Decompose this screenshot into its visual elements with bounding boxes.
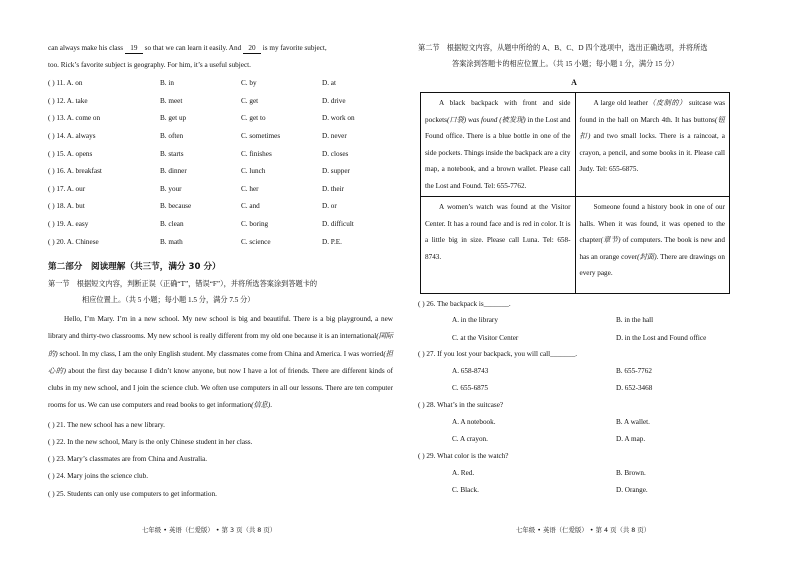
part-title: 第二部分 阅读理解（共三节，满分 30 分）: [48, 261, 221, 272]
cloze-options: [48, 75, 393, 251]
passage-label: A: [571, 78, 577, 87]
notice-watch: A women’s watch was found at the Visitor Center. It has a round face and is red in color. It is a little big in size. Please call Luna. Tel: 658-8743.: [421, 197, 576, 294]
option-row: A. in the library B. in the hall: [452, 316, 654, 325]
page-footer: 七年级 • 英语（仁爱版） • 第 4 页（共 8 页）: [516, 526, 651, 534]
question-row[interactable]: ( ) 16. A. breakfast B. dinner C. lunch D. supper: [48, 167, 350, 176]
lost-and-found-notices: [420, 92, 730, 294]
multiple-choice-questions: [418, 296, 730, 499]
question-row[interactable]: ( ) 20. A. Chinese B. math C. science D. P.E.: [48, 237, 342, 246]
question-item[interactable]: ( ) 23. Mary’s classmates are from China and Australia.: [48, 455, 208, 464]
question-row[interactable]: ( ) 13. A. come on B. get up C. get to D. work on: [48, 114, 355, 123]
intro-text: can always make his class: [48, 44, 124, 52]
question-item[interactable]: ( ) 24. Mary joins the science club.: [48, 472, 148, 481]
question-row[interactable]: ( ) 15. A. opens B. starts C. finishes D. closes: [48, 149, 349, 158]
question-item[interactable]: ( ) 25. Students can only use computers to get information.: [48, 489, 217, 498]
cloze-passage-end: [48, 40, 393, 74]
intro-text: is my favorite subject,: [262, 44, 327, 52]
question-row[interactable]: ( ) 17. A. our B. your C. her D. their: [48, 184, 344, 193]
question-item[interactable]: ( ) 26. The backpack is_______.: [418, 299, 511, 308]
question-item[interactable]: ( ) 21. The new school has a new library.: [48, 420, 165, 429]
intro-line-2: too. Rick’s favorite subject is geography. For him, it’s a useful subject.: [48, 61, 251, 69]
section-instruction: 第二节 根据短文内容，从题中所给的 A、B、C、D 四个选项中，选出正确选项，并将所选 答案涂到答题卡的相应位置上。（共 15 小题；每小题 1 分，满分 15 分）: [418, 44, 708, 68]
question-item[interactable]: ( ) 28. What’s in the suitcase?: [418, 401, 504, 410]
section-instruction-cont: 相应位置上。（共 5 小题；每小题 1.5 分，满分 7.5 分）: [82, 296, 255, 305]
option-row: C. Black. D. Orange.: [452, 485, 648, 494]
option-row: A. 658-8743 B. 655-7762: [452, 367, 652, 376]
question-item[interactable]: ( ) 22. In the new school, Mary is the only Chinese student in her class.: [48, 438, 253, 446]
intro-text: so that we can learn it easily. And: [144, 44, 242, 52]
section-instruction: 第一节 根据短文内容，判断正误（正确“T”，错误“F”），并将所选答案涂到答题卡的: [48, 280, 318, 289]
reading-passage: Hello, I’m Mary. I’m in a new school. My new school is big and beautiful. There is a big playground, a new library and thirty-two classrooms. My new school is really different from my old one because it is an international(国际的) school. In my class, I am the only English student. My classmates come from China and America. I was worried(担心的) about the first day because I didn’t know anyone, but now I have a lot of friends. There are different kinds of clubs in my new school, and I join the science club. We often use computers in all our lessons. There are ten computer rooms for us. We can use computers and read books to get information(信息).: [48, 314, 393, 410]
question-item[interactable]: ( ) 27. If you lost your backpack, you will call_______.: [418, 350, 578, 359]
option-row: A. A notebook. B. A wallet.: [452, 417, 650, 426]
left-page: [48, 40, 393, 503]
option-row: C. A crayon. D. A map.: [452, 435, 646, 444]
right-page: [418, 40, 730, 499]
notice-backpack: A black backpack with front and side pockets(口袋) was found (被发现) in the Lost and Found office. There is a blue bottle in one of the side pockets. Things inside the backpack are a city map, a notebook, and a brown wallet. Please call the Lost and Found. Tel: 655-7762.: [421, 93, 576, 197]
option-row: C. at the Visitor Center D. in the Lost and Found office: [452, 333, 707, 342]
true-false-questions: [48, 417, 393, 503]
question-row[interactable]: ( ) 19. A. easy B. clean C. boring D. difficult: [48, 220, 354, 229]
page-footer: 七年级 • 英语（仁爱版） • 第 3 页（共 8 页）: [142, 526, 277, 534]
question-item[interactable]: ( ) 29. What color is the watch?: [418, 451, 509, 460]
notice-suitcase: A large old leather（皮制的） suitcase was found in the hall on March 4th. It has buttons(钮扣) and two small locks. There is a raincoat, a crayon, a pencil, and some books in it. Please call Judy. Tel: 655-6875.: [575, 93, 730, 197]
question-row[interactable]: ( ) 14. A. always B. often C. sometimes D. never: [48, 132, 347, 141]
blank-20: 20: [243, 44, 261, 54]
blank-19: 19: [125, 44, 143, 54]
question-row[interactable]: ( ) 12. A. take B. meet C. get D. drive: [48, 96, 346, 105]
notice-history-book: Someone found a history book in one of our halls. When it was found, it was opened to the chapter(章节) of computers. The book is new and has an orange cover(封面). There are drawings on every page.: [575, 197, 730, 294]
question-row[interactable]: ( ) 11. A. on B. in C. by D. at: [48, 79, 336, 88]
option-row: A. Red. B. Brown.: [452, 468, 646, 477]
question-row[interactable]: ( ) 18. A. but B. because C. and D. or: [48, 202, 337, 211]
option-row: C. 655-6875 D. 652-3468: [452, 384, 653, 393]
